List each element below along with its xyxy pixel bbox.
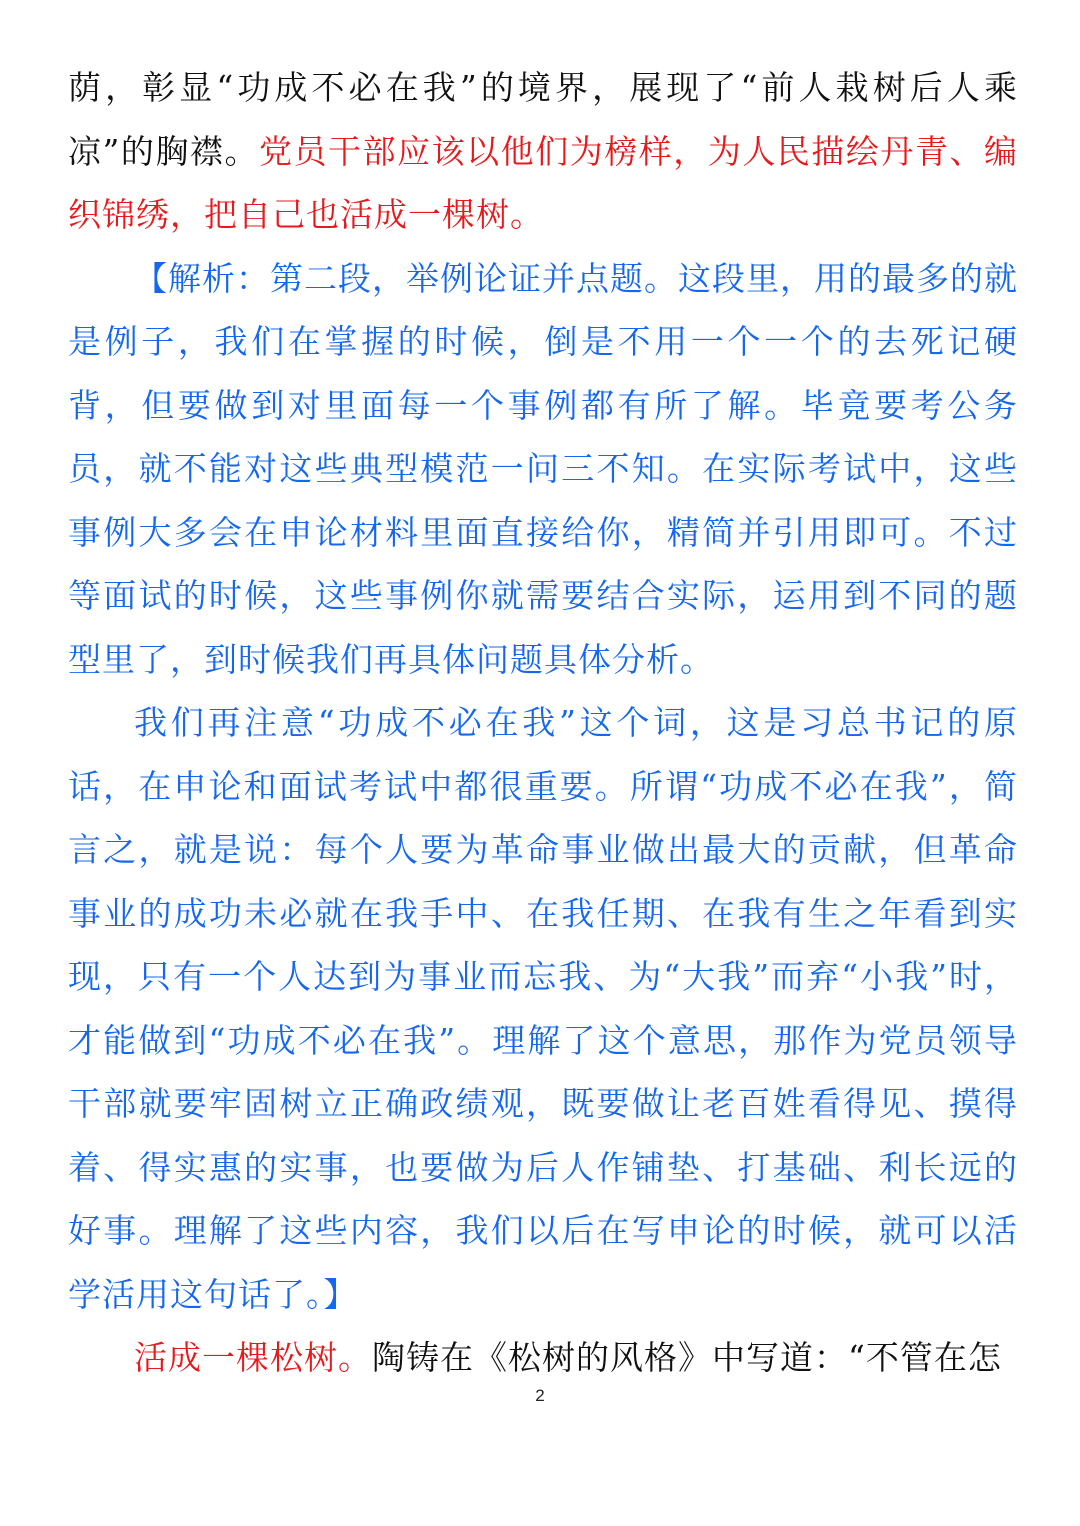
pine-tree-text: 陶铸在《松树的风格》中写道：“不管在怎	[372, 1338, 1002, 1377]
pine-tree-heading: 活成一棵松树。	[134, 1338, 372, 1377]
paragraph-conclusion	[68, 56, 1018, 247]
paragraph-conclusion-emphasis: 党员干部应该以他们为榜样，为人民描绘丹青、编织锦绣，把自己也活成一棵树。	[68, 131, 1019, 234]
analysis-paragraph-2: 我们再注意“功成不必在我”这个词，这是习总书记的原话，在申论和面试考试中都很重要。所谓“功成不必在我”，简言之，就是说：每个人要为革命事业做出最大的贡献，但革命事业的成功未必就在我手中、在我任期、在我有生之年看到实现，只有一个人达到为事业而忘我、为“大我”而弃“小我”时，才能做到“功成不必在我”。理解了这个意思，那作为党员领导干部就要牢固树立正确政绩观，既要做让老百姓看得见、摸得着、得实惠的实事，也要做为后人作铺垫、打基础、利长远的好事。理解了这些内容，我们以后在写申论的时候，就可以活学活用这句话了。】	[68, 703, 1018, 1314]
paragraph-pine-tree	[68, 1326, 1018, 1390]
analysis-paragraph-1: 【解析：第二段，举例论证并点题。这段里，用的最多的就是例子，我们在掌握的时候，倒是不用一个一个的去死记硬背，但要做到对里面每一个事例都有所了解。毕竟要考公务员，就不能对这些典型模范一问三不知。在实际考试中，这些事例大多会在申论材料里面直接给你，精简并引用即可。不过等面试的时候，这些事例你就需要结合实际，运用到不同的题型里了，到时候我们再具体问题具体分析。	[68, 258, 1018, 679]
paragraph-conclusion-text: 荫，彰显“功成不必在我”的境界，展现了“前人栽树后人乘凉”的胸襟。	[68, 68, 1018, 171]
page-number: 2	[535, 1386, 545, 1405]
page-body	[68, 56, 1018, 1390]
